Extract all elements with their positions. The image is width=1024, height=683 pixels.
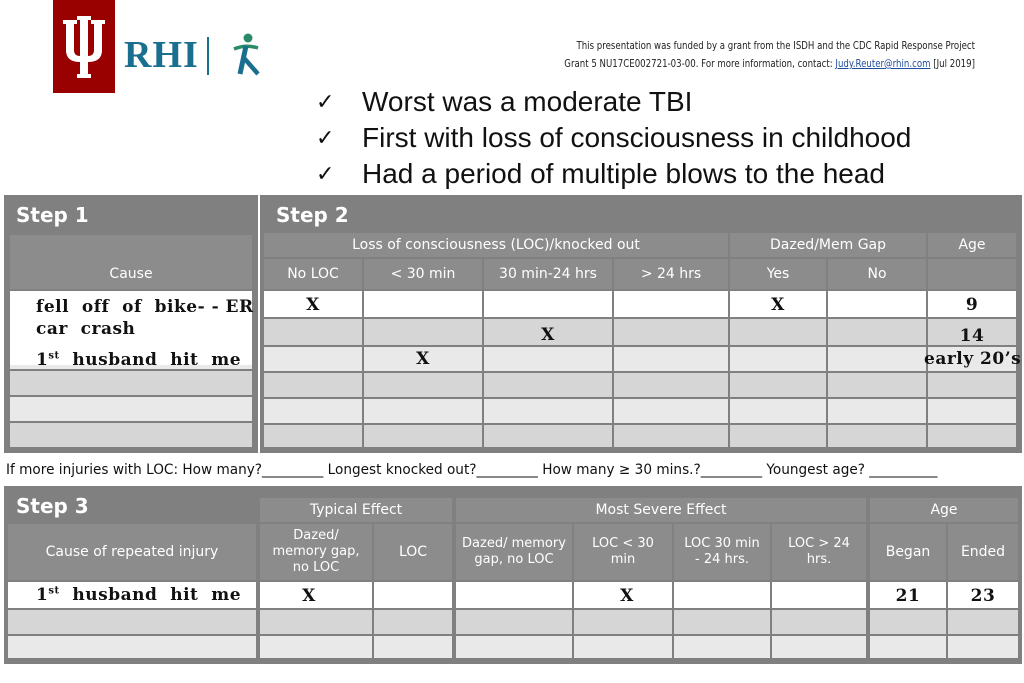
more-injuries-line: If more injuries with LOC: How many?_________ Longest knocked out?_________ How many ≥ 30 mins.?_________ Youngest age? __________ (6, 462, 938, 478)
bullet-text: Worst was a moderate TBI (362, 86, 693, 117)
step1-cause-2: car crash (36, 319, 136, 339)
step2-panel (260, 195, 1022, 453)
age-col-began: Began (870, 524, 946, 580)
checkmark-icon: ✓ (316, 161, 335, 187)
step2-col-divider (612, 291, 614, 447)
checkmark-icon: ✓ (316, 125, 335, 151)
step1-row-bg (10, 397, 252, 421)
mark-no-loc-row1: X (306, 295, 320, 315)
bullet-text: First with loss of consciousness in childhood (362, 122, 912, 153)
cause-ordinal: 1 (36, 585, 49, 605)
sev-col-lt30: LOC < 30 min (574, 524, 672, 580)
mark-30min-row2: X (541, 325, 555, 345)
iu-logo (53, 0, 115, 93)
rhi-figure-icon (226, 32, 266, 81)
step2-row (264, 399, 1016, 423)
col-gt-24-hrs: > 24 hrs (614, 259, 728, 289)
col-30min-24hrs: 30 min-24 hrs (484, 259, 612, 289)
rhi-logo-text: RHI (124, 34, 199, 76)
funding-line-2 (528, 55, 975, 73)
mark-typ-dazed: X (302, 586, 316, 606)
step3-col-divider (770, 582, 772, 658)
bullet-item (316, 120, 911, 156)
dazed-group-header: Dazed/Mem Gap (730, 233, 926, 257)
cause-text: husband hit me (59, 585, 242, 605)
sev-col-dazed: Dazed/ memory gap, no LOC (456, 524, 572, 580)
logo-divider (207, 37, 209, 75)
sev-col-30-24: LOC 30 min - 24 hrs. (674, 524, 770, 580)
severe-group-header: Most Severe Effect (456, 498, 866, 522)
contact-email-link[interactable]: Judy.Reuter@rhin.com (835, 58, 931, 70)
step1-cause-3: 1st husband hit me (36, 350, 242, 370)
age-row3: early 20’s (924, 349, 1022, 369)
mark-yes-row1: X (771, 295, 785, 315)
step3-panel (4, 486, 1022, 664)
col-age (928, 259, 1016, 289)
step1-cause-1: fell off of bike- - ER (36, 297, 254, 317)
step2-row (264, 373, 1016, 397)
step1-row-bg (10, 371, 252, 395)
typ-col-dazed: Dazed/ memory gap, no LOC (260, 524, 372, 580)
funding-line-1: This presentation was funded by a grant from the ISDH and the CDC Rapid Response Project (576, 40, 975, 52)
step3-col-divider (372, 582, 374, 658)
step1-cause-header: Cause (10, 235, 252, 289)
funding-notice (528, 37, 975, 73)
repeat-cause-header: Cause of repeated injury (8, 524, 256, 580)
step3-title: Step 3 (16, 494, 89, 518)
bullet-item (316, 156, 911, 192)
mark-sev-lt30: X (620, 586, 634, 606)
col-no-loc: No LOC (264, 259, 362, 289)
step2-col-divider (482, 291, 484, 447)
bullet-item (316, 84, 911, 120)
age-ended-value: 23 (970, 586, 996, 606)
age-col-ended: Ended (948, 524, 1018, 580)
step2-row (264, 319, 1016, 345)
step3-cause-1 (36, 585, 241, 605)
step1-title: Step 1 (16, 203, 89, 227)
step3-age-group-header: Age (870, 498, 1018, 522)
age-row2: 14 (959, 326, 985, 346)
step2-row (264, 425, 1016, 447)
summary-bullets (316, 84, 911, 192)
loc-group-header: Loss of consciousness (LOC)/knocked out (264, 233, 728, 257)
age-row1: 9 (965, 295, 979, 315)
mark-lt30-row3: X (416, 349, 430, 369)
iu-trident-icon (53, 0, 115, 93)
age-group-header: Age (928, 233, 1016, 257)
step3-col-divider (452, 582, 456, 658)
sev-col-gt24: LOC > 24 hrs. (772, 524, 866, 580)
typ-col-loc: LOC (374, 524, 452, 580)
step2-title: Step 2 (276, 203, 349, 227)
funding-date: [Jul 2019] (930, 58, 975, 70)
funding-line-2-text: Grant 5 NU17CE002721-03-00. For more information, contact: (564, 58, 836, 70)
col-yes: Yes (730, 259, 826, 289)
checkmark-icon: ✓ (316, 89, 335, 115)
typical-group-header: Typical Effect (260, 498, 452, 522)
cause-ordinal-suffix: st (48, 585, 60, 597)
step1-row-bg (10, 423, 252, 447)
col-lt-30-min: < 30 min (364, 259, 482, 289)
step1-panel (4, 195, 258, 453)
age-began-value: 21 (895, 586, 921, 606)
bullet-text: Had a period of multiple blows to the head (362, 158, 885, 189)
step2-row (264, 291, 1016, 317)
step2-col-divider (826, 291, 828, 447)
col-no: No (828, 259, 926, 289)
